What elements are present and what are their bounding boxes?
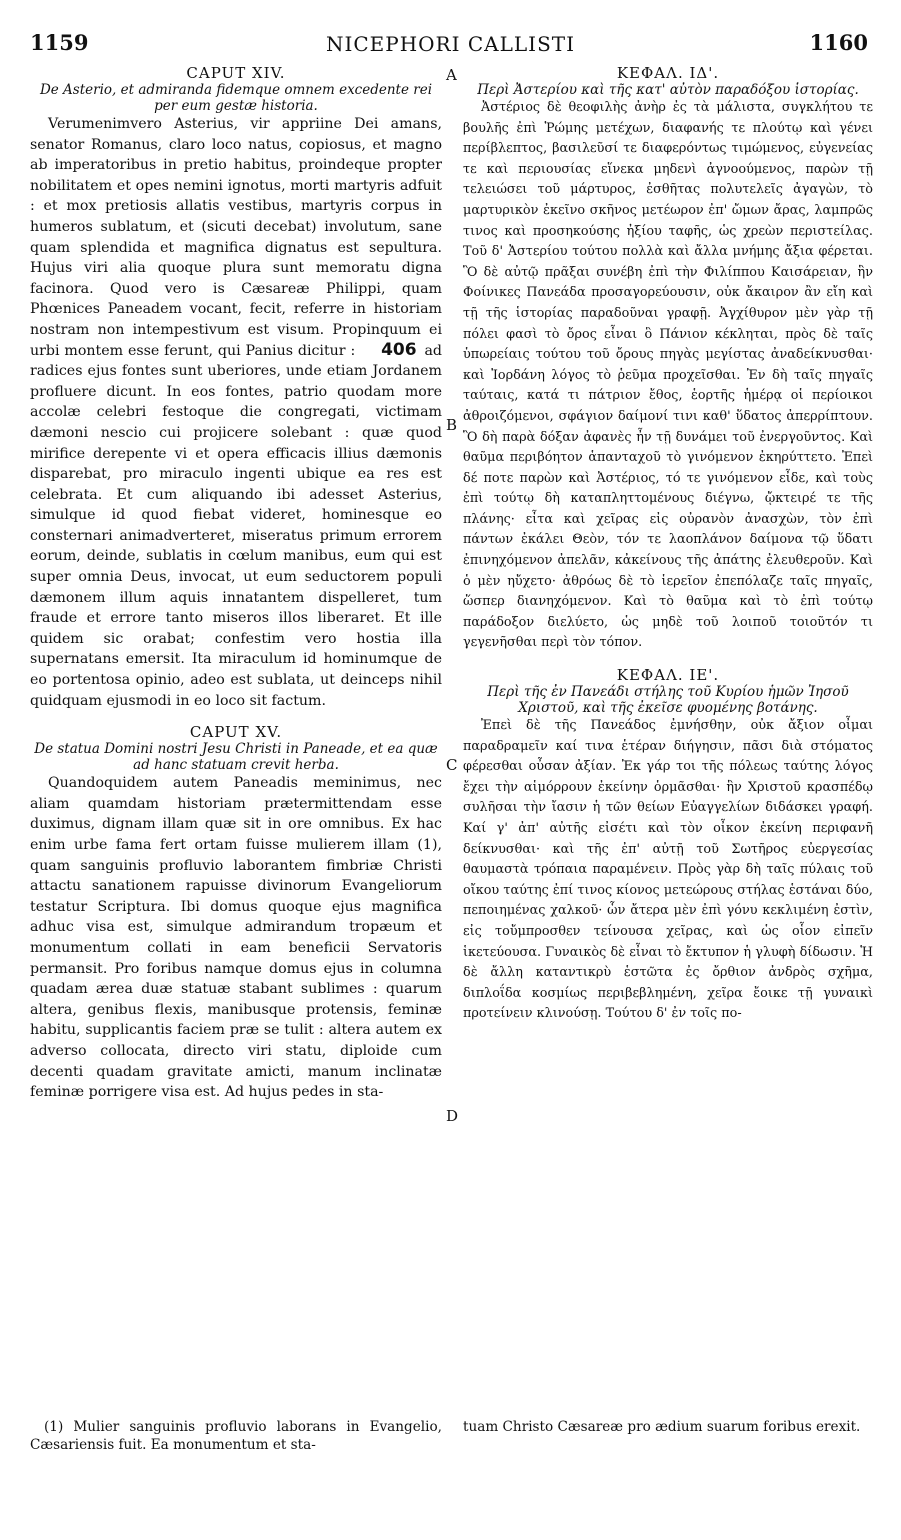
chapter-14-latin-title: CAPUT XIV. (186, 64, 286, 82)
latin-text-part-b: ad radices ejus fontes sunt uberiores, unde etiam Jordanem profluere dicunt. In eos fontes, patrio quodam more accolæ celebri festoque die congregati, victimam dæmoni nescio cui projicere solebant : quæ quod mirifice derepente vi et opera efficacis illius dæmonis disparebat, pro miraculo ingenti ubique ea res est celebrata. Et cum aliquando ibi adesset Asterius, simulque id quod fiebat videret, hominesque eo consternari animadverteret, miseratus primum errorem eorum, deinde, sublatis in cœlum manibus, eum qui est super omnia Deus, invocat, ut eum seductorem populi dæmonem illum aquis innatantem dispelleret, tum fraude et errore tanto miseros illos liberaret. Et ille quidem sic orabat; confestim vero hostia illa supernatans emersit. Ita miraculum id hominumque de eo portentosa opinio, adeo est sublata, ut deinceps nihil quidquam ejusmodi in eo loco sit factum. (30, 342, 442, 709)
latin-text-part-a: Verumenimvero Asterius, vir appriine Dei amans, senator Romanus, claro loco natus, copiosus, et magno ab imperatoribus in pretio habitus, proindeque propter nobilitatem et opes nemini ignotus, morti martyris adfuit : et mox pretiosis allatis vestibus, martyris corpus in humeros sublatum, et (sicuti decebat) involutum, sane quam splendida et magnifica dignatus est sepultura. Hujus viri alia quoque plura sunt memoratu digna facinora. Quod vero is Cæsareæ Philippi, quam Phœnices Paneadem vocant, fecit, referre in historiam nostram non intempestivum est visum. Propinquum ei urbi montem esse ferunt, qui Panius dicitur : (30, 116, 442, 359)
chapter-14-latin-text (30, 114, 442, 711)
margin-marker-c: C (446, 756, 458, 774)
chapter-15-greek-summary: Περὶ τῆς ἐν Πανεάδι στήλης τοῦ Κυρίου ἡμῶν Ἰησοῦ Χριστοῦ, καὶ τῆς ἐκεῖσε φυομένης βοτάνης. (487, 684, 849, 717)
page-number-left: 1159 (30, 30, 89, 55)
running-title: NICEPHORI CALLISTI (325, 32, 576, 56)
footnote-continuation: tuam Christo Cæsareæ pro ædium suarum foribus erexit. (463, 1418, 861, 1435)
column-number-badge: 406 (381, 339, 417, 360)
running-header (0, 30, 901, 60)
greek-column (463, 64, 873, 1389)
margin-marker-a: A (446, 66, 457, 84)
page-number-right: 1160 (809, 30, 868, 55)
latin-column (30, 64, 442, 1389)
chapter-15-greek-title: ΚΕΦΑΛ. ΙΕ'. (616, 666, 720, 685)
chapter-14-greek-text: Ἀστέριος δὲ θεοφιλὴς ἀνὴρ ἐς τὰ μάλιστα, συγκλήτου τε βουλῆς ἐπὶ Ῥώμης μετέχων, διαφανής τε πλούτῳ καὶ γένει περίβλεπτος, βασιλεῦσί τε διαφερόντως τιμώμενος, εὐγενείας τε καὶ περιουσίας εἵνεκα μηδενὶ ἀγνοούμενος, παρὼν τῇ τελειώσει τοῦ μάρτυρος, ἐσθῆτας πολυτελεῖς ἀγαγὼν, τὸ μαρτυρικὸν ἐκεῖνο σκῆνος μετέωρον ἐπ' ὤμων ἄρας, λαμπρῶς τινος καὶ προσηκούσης ἠξίου ταφῆς, ὡς χρεὼν περιστείλας. Τοῦ δ' Ἀστερίου τούτου πολλὰ καὶ ἄλλα μνήμης ἄξια φέρεται. Ὃ δὲ αὐτῷ πρᾶξαι συνέβη ἐπὶ τὴν Φιλίππου Καισάρειαν, ἣν Φοίνικες Πανεάδα προσαγορεύουσιν, οὐκ ἄκαιρον ἂν εἴη καὶ τῇ τῆς ἱστορίας παραδοῦναι γραφῇ. Ἀγχίθυρον μὲν γὰρ τῇ πόλει φασὶ τὸ ὄρος εἶναι ὃ Πάνιον κέκληται, πρὸς δὲ ταῖς ὑπωρείαις τούτου τοῦ ὄρους πηγὰς μεγίστας ἀναδείκνυσθαι· καὶ Ἰορδάνη λόγος τὸ ῥεῦμα προχεῖσθαι. Ἐν δὴ ταῖς πηγαῖς ταύταις, κατά τι πάτριον ἔθος, ἑορτῆς ἡμέρᾳ οἱ περίοικοι ἀθροιζόμενοι, σφάγιον δαίμονί τινι καθ' ὕδατος ἀπερρίπτουν. Ὃ δὴ παρὰ δόξαν ἀφανὲς ἦν τῇ δυνάμει τοῦ ἐνεργοῦντος. Καὶ θαῦμα περιβόητον ἁπανταχοῦ τὸ γινόμενον ἐκηρύττετο. Ἐπεὶ δέ ποτε παρὼν καὶ Ἀστέριος, τό τε γινόμενον εἶδε, καὶ τοὺς ἐπὶ τούτῳ δὴ καταπληττομένους διέγνω, ᾤκτειρέ τε τῆς πλάνης· εἶτα καὶ χεῖρας εἰς οὐρανὸν ἀνασχὼν, τὸν ἐπὶ πάντων ἐκάλει Θεὸν, τόν τε λαοπλάνον δαίμονα τῷ ὕδατι ἐπινηχόμενον ἀπελᾶν, κἀκείνους τῆς ἀπάτης ἐλευθεροῦν. Καὶ ὁ μὲν ηὔχετο· ἀθρόως δὲ τὸ ἱερεῖον ἐπεπόλαζε ταῖς πηγαῖς, ὥσπερ διανηχόμενον. Καὶ τὸ θαῦμα καὶ τὸ ἐπὶ τούτῳ παράδοξον διελύετο, ὡς μηδὲ τοῦ λοιποῦ τοιοῦτόν τι γεγενῆσθαι περὶ τὸν τόπον. (463, 100, 873, 651)
margin-marker-d: D (446, 1107, 459, 1125)
chapter-14-greek-summary: Περὶ Ἀστερίου καὶ τῆς κατ' αὐτὸν παραδόξου ἱστορίας. (477, 82, 859, 98)
chapter-15-latin-summary: De statua Domini nostri Jesu Christi in Paneade, et ea quæ ad hanc statuam crevit herba. (34, 741, 438, 774)
chapter-15-latin-title: CAPUT XV. (189, 723, 283, 742)
chapter-15-latin-text: Quandoquidem autem Paneadis meminimus, nec aliam quamdam historiam prætermittendam esse duximus, dignam illam quæ sit in ore omnibus. Ex hac enim urbe fama fert ortam fuisse mulierem illam (1), quam sanguinis profluvio laborantem fimbriæ Christi attactu sanationem rapuisse divinorum Evangeliorum testatur Scriptura. Ibi domus quoque ejus magnifica adhuc visa est, simulque admirandum tropæum et monumentum collati in eam beneficii Servatoris permansit. Pro foribus namque domus ejus in columna quadam ærea duæ statuæ stabant sublimes : quarum altera, genibus flexis, manibusque protensis, feminæ habitu, supplicantis faciem præ se tulit : altera autem ex adverso collocata, directo viri statu, diploide cum decenti quadam gravitate amicti, manum inclinatæ feminæ porrigere visa est. Ad hujus pedes in sta- (30, 775, 442, 1101)
chapter-14-greek-title: ΚΕΦΑΛ. ΙΔ'. (616, 64, 720, 82)
margin-marker-b: B (446, 416, 458, 434)
chapter-15-greek-text: Ἐπεὶ δὲ τῆς Πανεάδος ἐμνήσθην, οὐκ ἄξιον οἶμαι παραδραμεῖν καί τινα ἑτέραν διήγησιν, πᾶσι διὰ στόματος φέρεσθαι οὖσαν ἀξίαν. Ἐκ γάρ τοι τῆς πόλεως ταύτης λόγος ἔχει τὴν αἱμόρρουν ἐκείνην ὁρμᾶσθαι· ἣν Χριστοῦ κρασπέδῳ συλῆσαι τὴν ἴασιν ἡ τῶν θείων Εὐαγγελίων διδάσκει γραφή. Καί γ' ἀπ' αὐτῆς εἰσέτι καὶ τὸν οἶκον ἐκείνη περιφανῆ δείκνυσθαι· καὶ τῆς ἐπ' αὐτῇ τοῦ Σωτῆρος εὐεργεσίας θαυμαστὰ τρόπαια παραμένειν. Πρὸς γὰρ δὴ ταῖς πύλαις τοῦ οἴκου ταύτης ἐπί τινος κίονος μετεώρους στήλας ἑστάναι δύο, πεποιημένας χαλκοῦ· ὧν ἄτερα μὲν ἐπὶ γόνυ κεκλιμένη ἐστὶν, εἰς τοὔμπροσθεν τείνουσα χεῖρας, καὶ ὡς οἷον εἰπεῖν ἱκετεύουσα. Γυναικὸς δὲ εἶναι τὸ ἔκτυπον ἡ γλυφὴ δίδωσιν. Ἡ δὲ ἄλλη καταντικρὺ ἑστῶτα ἐς ὄρθιον ἀνδρὸς σχῆμα, διπλοΐδα κοσμίως περιβεβλημένη, χεῖρα ἔοικε τῇ γυναικὶ προτείνειν κλινούσῃ. Τούτου δ' ἐν τοῖς πο- (463, 718, 873, 1022)
footnote: (1) Mulier sanguinis profluvio laborans in Evangelio, Cæsariensis fuit. Ea monumentum et sta- (30, 1418, 442, 1453)
chapter-14-latin-summary: De Asterio, et admiranda fidemque omnem excedente rei per eum gestæ historia. (39, 82, 433, 114)
